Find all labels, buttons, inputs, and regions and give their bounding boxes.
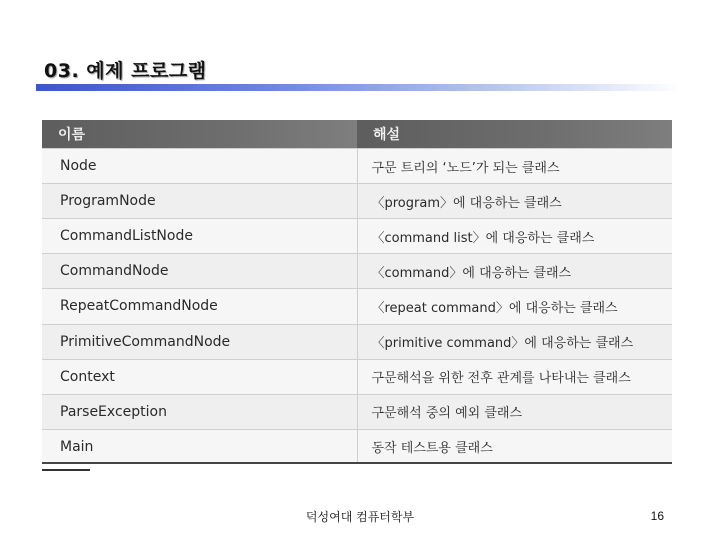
class-desc-cell: 〈primitive command〉에 대응하는 클래스 [357, 324, 672, 359]
class-name-cell: PrimitiveCommandNode [42, 324, 357, 359]
class-name-cell: RepeatCommandNode [42, 289, 357, 324]
header-description: 해설 [357, 120, 672, 149]
table-row [42, 429, 672, 464]
class-desc-cell: 〈command〉에 대응하는 클래스 [357, 254, 672, 289]
table-row [42, 394, 672, 429]
class-desc-cell: 〈repeat command〉에 대응하는 클래스 [357, 289, 672, 324]
class-table [42, 120, 672, 464]
table-row [42, 219, 672, 254]
header-name: 이름 [42, 120, 357, 149]
class-name-cell: ParseException [42, 394, 357, 429]
class-desc-cell: 〈program〉에 대응하는 클래스 [357, 184, 672, 219]
slide-title: 03. 예제 프로그램 [44, 60, 207, 82]
class-name-cell: Main [42, 429, 357, 464]
class-name-cell: CommandListNode [42, 219, 357, 254]
class-desc-cell: 구문해석 중의 예외 클래스 [357, 394, 672, 429]
table-row [42, 184, 672, 219]
class-desc-cell: 〈command list〉에 대응하는 클래스 [357, 219, 672, 254]
table-row [42, 324, 672, 359]
table-row [42, 289, 672, 324]
title-underline-bar [36, 84, 682, 91]
table-row [42, 359, 672, 394]
class-desc-cell: 동작 테스트용 클래스 [357, 429, 672, 464]
table-header-row [42, 120, 672, 149]
table-row [42, 149, 672, 184]
class-desc-cell: 구문 트리의 ‘노드’가 되는 클래스 [357, 149, 672, 184]
class-name-cell: Context [42, 359, 357, 394]
class-desc-cell: 구문해석을 위한 전후 관계를 나타내는 클래스 [357, 359, 672, 394]
footer-organization: 덕성여대 컴퓨터학부 [305, 510, 415, 524]
scan-underline-mark [42, 469, 90, 471]
page-number: 16 [650, 509, 664, 523]
class-name-cell: ProgramNode [42, 184, 357, 219]
table-bottom-rule [42, 462, 672, 464]
class-name-cell: CommandNode [42, 254, 357, 289]
table-row [42, 254, 672, 289]
class-name-cell: Node [42, 149, 357, 184]
